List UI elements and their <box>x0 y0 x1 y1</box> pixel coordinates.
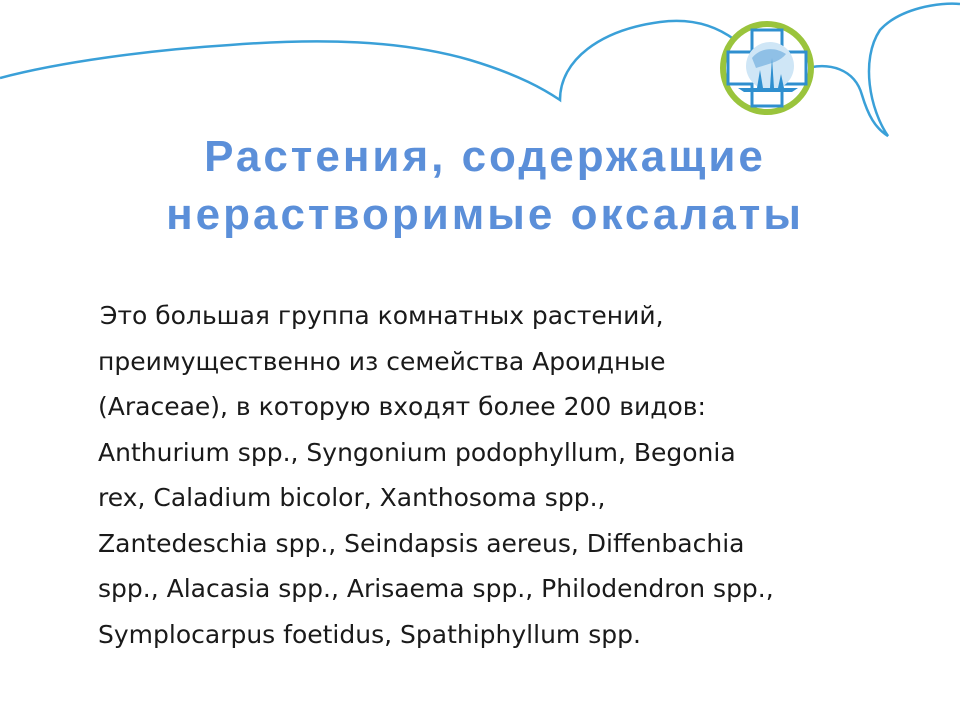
body-line-8: Symplocarpus foetidus, Spathiphyllum spp. <box>98 619 641 649</box>
body-line-6: Zantedeschia spp., Seindapsis aereus, Diffenbachia <box>98 528 745 558</box>
body-line-3: (Araceae), в которую входят более 200 видов: <box>98 392 706 421</box>
medical-cross-logo-icon <box>712 18 822 118</box>
slide-title <box>60 128 910 244</box>
slide-title-line-1: Растения, содержащие <box>204 132 766 181</box>
body-paragraph <box>98 293 928 657</box>
body-line-4: Anthurium spp., Syngonium podophyllum, Begonia <box>98 437 736 467</box>
body-line-1: Это большая группа комнатных растений, <box>100 301 664 330</box>
slide-title-line-2: нерастворимые оксалаты <box>166 190 804 239</box>
body-line-2: преимущественно из семейства Ароидные <box>98 346 666 376</box>
body-line-5: rex, Caladium bicolor, Xanthosoma spp., <box>98 483 606 512</box>
body-line-7: spp., Alacasia spp., Arisaema spp., Philodendron spp., <box>98 574 774 603</box>
